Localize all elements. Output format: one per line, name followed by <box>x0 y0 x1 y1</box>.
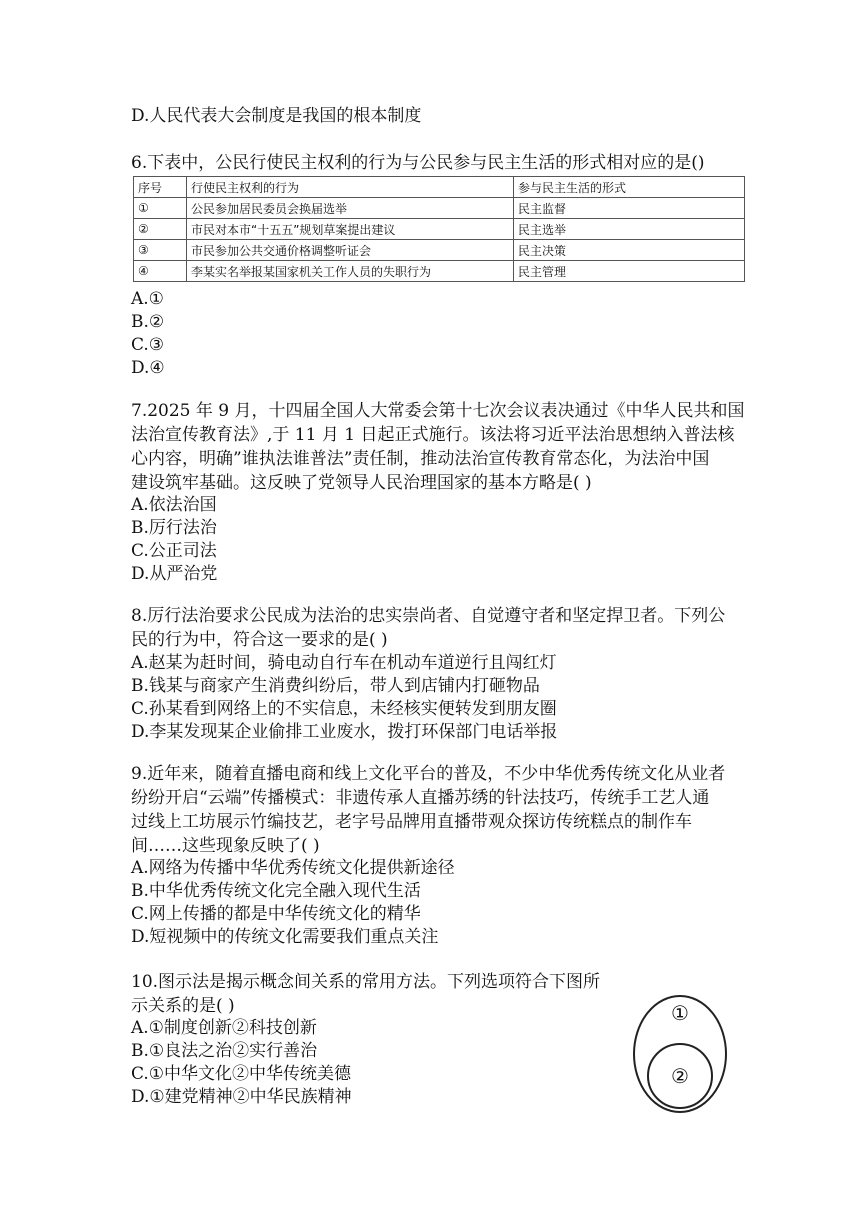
table-cell: ① <box>134 198 187 219</box>
q7-stem-line: 7.2025 年 9 月，十四届全国人大常委会第十七次会议表决通过《中华人民共和国 <box>131 401 745 421</box>
table-header: 参与民主生活的形式 <box>514 177 745 198</box>
q9-option-a: A.网络为传播中华优秀传统文化提供新途径 <box>131 858 455 878</box>
q8-option-d: D.李某发现某企业偷排工业废水，拨打环保部门电话举报 <box>131 722 558 742</box>
table-row <box>134 198 745 219</box>
q6-stem: 6.下表中，公民行使民主权利的行为与公民参与民主生活的形式相对应的是() <box>131 153 705 173</box>
q6-option-c: C.③ <box>131 335 165 355</box>
q7-option-a: A.依法治国 <box>131 495 217 515</box>
q10-stem-line: 10.图示法是揭示概念间关系的常用方法。下列选项符合下图所 <box>131 972 601 992</box>
q7-stem-line: 心内容，明确”谁执法谁普法”责任制，推动法治宣传教育常态化，为法治中国 <box>131 449 710 469</box>
q6-table <box>133 176 745 282</box>
table-cell: ② <box>134 219 187 240</box>
table-row <box>134 240 745 261</box>
q8-option-c: C.孙某看到网络上的不实信息，未经核实便转发到朋友圈 <box>131 699 557 719</box>
table-row <box>134 261 745 282</box>
q9-stem-line: 过线上工坊展示竹编技艺，老字号品牌用直播带观众探访传统糕点的制作车 <box>131 812 692 832</box>
table-cell: 民主决策 <box>514 240 745 261</box>
table-cell: 民主选举 <box>514 219 745 240</box>
q10-option-b: B.①良法之治②实行善治 <box>131 1041 318 1061</box>
q8-option-a: A.赵某为赶时间，骑电动自行车在机动车道逆行且闯红灯 <box>131 653 557 673</box>
inner-circle-label: ② <box>671 1064 689 1088</box>
outer-circle-label: ① <box>671 1001 689 1025</box>
table-header: 序号 <box>134 177 187 198</box>
q6-option-a: A.① <box>131 289 164 309</box>
q9-stem-line: 间……这些现象反映了( ) <box>131 836 320 856</box>
q6-option-b: B.② <box>131 312 165 332</box>
table-cell: 市民参加公共交通价格调整听证会 <box>187 240 514 261</box>
q9-option-c: C.网上传播的都是中华传统文化的精华 <box>131 904 421 924</box>
q10-stem-line: 示关系的是( ) <box>131 996 235 1016</box>
table-cell: 市民对本市“十五五”规划草案提出建议 <box>187 219 514 240</box>
q10-venn-diagram <box>630 990 730 1120</box>
q8-option-b: B.钱某与商家产生消费纠纷后，带人到店铺内打砸物品 <box>131 676 540 696</box>
q7-option-b: B.厉行法治 <box>131 518 217 538</box>
q9-stem-line: 纷纷开启“云端”传播模式：非遗传承人直播苏绣的针法技巧，传统手工艺人通 <box>131 788 710 808</box>
q7-stem-line: 建设筑牢基础。这反映了党领导人民治理国家的基本方略是( ) <box>131 473 592 493</box>
table-header: 行使民主权利的行为 <box>187 177 514 198</box>
q6-option-d: D.④ <box>131 358 165 378</box>
q7-option-c: C.公正司法 <box>131 541 217 561</box>
q9-option-b: B.中华优秀传统文化完全融入现代生活 <box>131 881 421 901</box>
table-cell: ③ <box>134 240 187 261</box>
q9-stem-line: 9.近年来，随着直播电商和线上文化平台的普及，不少中华优秀传统文化从业者 <box>131 764 726 784</box>
q10-option-a: A.①制度创新②科技创新 <box>131 1018 317 1038</box>
table-cell: 李某实名举报某国家机关工作人员的失职行为 <box>187 261 514 282</box>
q8-stem-line: 8.厉行法治要求公民成为法治的忠实崇尚者、自觉遵守者和坚定捍卫者。下列公 <box>131 606 726 626</box>
table-row <box>134 219 745 240</box>
q9-option-d: D.短视频中的传统文化需要我们重点关注 <box>131 927 439 947</box>
table-cell: ④ <box>134 261 187 282</box>
table-cell: 民主监督 <box>514 198 745 219</box>
q10-option-d: D.①建党精神②中华民族精神 <box>131 1087 352 1107</box>
q5-option-d: D.人民代表大会制度是我国的根本制度 <box>131 106 422 126</box>
q7-option-d: D.从严治党 <box>131 564 218 584</box>
table-cell: 民主管理 <box>514 261 745 282</box>
q8-stem-line: 民的行为中，符合这一要求的是( ) <box>131 630 388 650</box>
table-cell: 公民参加居民委员会换届选举 <box>187 198 514 219</box>
table-header-row <box>134 177 745 198</box>
q7-stem-line: 法治宣传教育法》,于 11 月 1 日起正式施行。该法将习近平法治思想纳入普法核 <box>131 425 735 445</box>
q10-option-c: C.①中华文化②中华传统美德 <box>131 1064 352 1084</box>
